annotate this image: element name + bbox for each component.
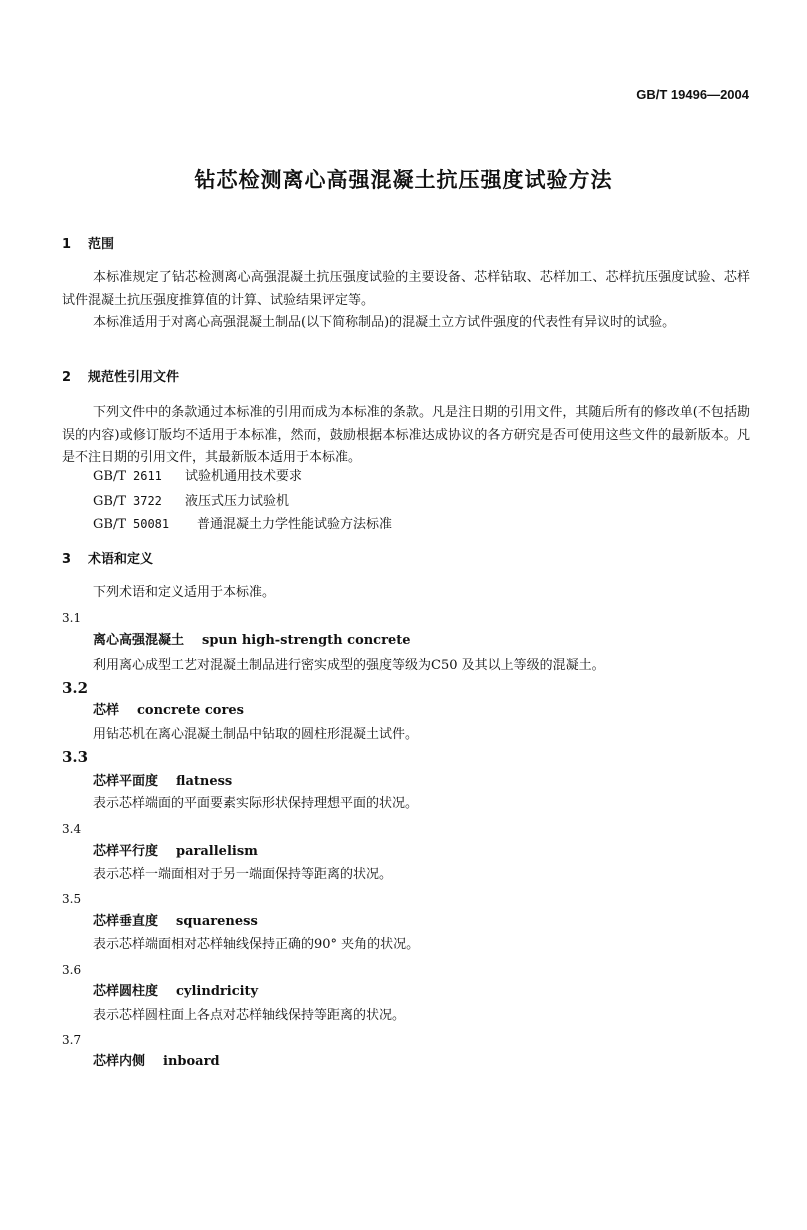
term-english: inboard [163,1054,220,1069]
ref-code: GB/T [93,494,126,509]
document-title: 钻芯检测离心高强混凝土抗压强度试验方法 [194,168,613,192]
clause-number: 3.3 [62,748,89,766]
term-chinese: 芯样平面度 [93,774,159,789]
term-chinese: 芯样垂直度 [93,914,159,929]
term-chinese: 芯样圆柱度 [93,984,159,999]
term-chinese: 芯样平行度 [93,844,159,859]
ref-code: GB/T [93,517,126,532]
term-heading [62,700,781,723]
ref-name: 普通混凝土力学性能试验方法标准 [197,517,393,532]
term-heading [62,841,781,864]
term-heading [62,911,781,934]
term-english: concrete cores [137,703,244,718]
clause-number: 3.6 [62,963,82,977]
term-english: cylindricity [176,984,259,999]
reference-item [62,490,781,514]
term-english: flatness [176,774,233,789]
clause-number: 3.2 [62,679,89,697]
ref-number: 2611 [133,469,162,483]
section-3-intro: 下列术语和定义适用于本标准。 [93,585,276,600]
section-number: 2 [62,370,72,385]
term-english: squareness [176,914,258,929]
ref-name: 液压式压力试验机 [185,494,290,509]
ref-code: GB/T [93,469,126,484]
term-english: parallelism [176,844,258,859]
term-definition: 表示芯样端面的平面要素实际形状保持理想平面的状况。 [93,796,419,811]
reference-item [62,465,781,489]
section-1-paragraph-2: 本标准适用于对离心高强混凝土制品(以下简称制品)的混凝土立方试件强度的代表性有异议时的试验。 [93,315,676,330]
term-heading [62,771,781,794]
section-title: 规范性引用文件 [88,370,180,385]
term-english: spun high-strength concrete [202,633,411,648]
term-definition: 利用离心成型工艺对混凝土制品进行密实成型的强度等级为C50 及其以上等级的混凝土。 [93,658,605,673]
term-heading [62,630,781,653]
term-definition: 用钻芯机在离心混凝土制品中钻取的圆柱形混凝土试件。 [93,727,419,742]
section-3-heading [62,549,750,572]
section-1-paragraph-1: 本标准规定了钻芯检测离心高强混凝土抗压强度试验的主要设备、芯样钻取、芯样加工、芯样抗压强度试验、芯样试件混凝土抗压强度推算值的计算、试验结果评定等。 [62,270,750,308]
term-heading [62,1051,781,1074]
section-title: 范围 [88,237,115,252]
ref-name: 试验机通用技术要求 [185,469,303,484]
term-definition: 表示芯样圆柱面上各点对芯样轴线保持等距离的状况。 [93,1008,406,1023]
section-number: 1 [62,237,72,252]
clause-number: 3.5 [62,892,82,906]
term-chinese: 芯样 [93,703,120,718]
ref-number: 50081 [133,517,170,531]
section-title: 术语和定义 [88,552,154,567]
term-heading [62,981,781,1004]
clause-number: 3.1 [62,611,82,625]
section-1-heading [62,234,750,257]
section-2-heading [62,367,750,390]
standard-number: GB/T 19496—2004 [636,87,749,102]
term-definition: 表示芯样一端面相对于另一端面保持等距离的状况。 [93,867,393,882]
clause-number: 3.7 [62,1033,82,1047]
term-definition: 表示芯样端面相对芯样轴线保持正确的90° 夹角的状况。 [93,937,420,952]
section-2-paragraph: 下列文件中的条款通过本标准的引用而成为本标准的条款。凡是注日期的引用文件，其随后所有的修改单(不包括勘误的内容)或修订版均不适用于本标准，然而，鼓励根据本标准达成协议的各方研究是否可使用这些文件的最新版本。凡是不注日期的引用文件，其最新版本适用于本标准。 [62,405,750,465]
term-chinese: 芯样内侧 [93,1054,146,1069]
clause-number: 3.4 [62,822,82,836]
term-chinese: 离心高强混凝土 [93,633,185,648]
reference-item [62,513,781,537]
ref-number: 3722 [133,494,162,508]
section-number: 3 [62,552,72,567]
